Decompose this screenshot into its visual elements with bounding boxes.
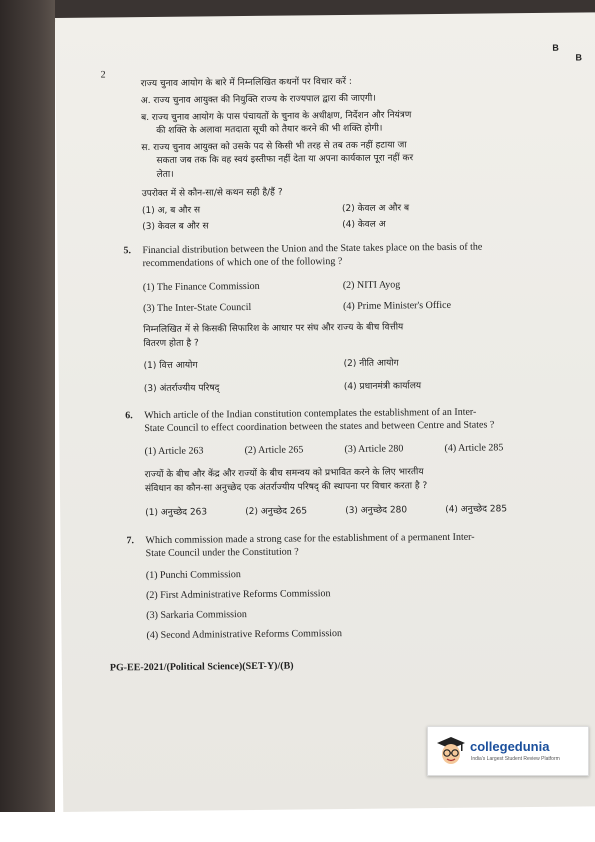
q6-option-hi: (1) अनुच्छेद 263: [145, 507, 208, 519]
q6-number: 6.: [125, 410, 133, 422]
q4-statement: लेता।: [156, 169, 174, 180]
q6-option-en: (4) Article 285: [444, 442, 504, 454]
q4-statement: स. राज्य चुनाव आयुक्त को उसके पद से किसी भी तरह से तब तक नहीं हटाया जा: [141, 140, 407, 154]
q5-option-hi: (1) वित्त आयोग: [143, 360, 198, 372]
brand-tagline: India's Largest Student Review Platform: [471, 756, 560, 762]
exam-paper-sheet: [55, 12, 595, 812]
page-number: 2: [100, 69, 106, 81]
q4-statement: ब. राज्य चुनाव आयोग के पास पंचायतों के चुनाव के अधीक्षण, निर्देशन और नियंत्रण: [141, 110, 412, 124]
q7-stem-en: Which commission made a strong case for the establishment of a permanent Inter-: [145, 531, 475, 547]
set-letter: B: [575, 52, 582, 63]
q4-statement: की शक्ति के अलावा मतदाता सूची को तैयार करने की भी शक्ति होगी।: [156, 123, 383, 136]
q7-option-en: (2) First Administrative Reforms Commission: [145, 588, 331, 602]
q4-statement: अ. राज्य चुनाव आयुक्त की नियुक्ति राज्य के राज्यपाल द्वारा की जाएगी।: [140, 93, 376, 107]
q7-number: 7.: [126, 535, 135, 547]
q4-option: (3) केवल ब और स: [142, 221, 209, 233]
q5-option-en: (2) NITI Ayog: [342, 279, 401, 292]
brand-name: collegedunia: [470, 739, 550, 754]
q6-option-hi: (4) अनुच्छेद 285: [445, 504, 508, 515]
q6-option-en: (1) Article 263: [144, 445, 204, 458]
graduate-face-icon: [436, 735, 466, 767]
q5-option-hi: (3) अंतर्राज्यीय परिषद्: [143, 383, 220, 395]
q5-option-en: (3) The Inter-State Council: [142, 301, 252, 315]
q5-option-hi: (4) प्रधानमंत्री कार्यालय: [343, 381, 422, 392]
desk-background-left: [0, 0, 55, 812]
q5-option-hi: (2) नीति आयोग: [343, 358, 399, 369]
q7-option-en: (3) Sarkaria Commission: [146, 609, 247, 622]
q6-stem-hi: संविधान का कौन-सा अनुच्छेद एक अंतर्राज्यीय परिषद् की स्थापना पर विचार करता है ?: [144, 481, 428, 495]
q6-stem-en: Which article of the Indian constitution contemplates the establishment of an Inter-: [144, 406, 477, 422]
q6-option-hi: (3) अनुच्छेद 280: [345, 505, 408, 516]
q5-stem-en: Financial distribution between the Union and the State takes place on the basis of the: [142, 241, 483, 257]
q6-stem-hi: राज्यों के बीच और केंद्र और राज्यों के बीच समन्वय को प्रभावित करने के लिए भारतीय: [144, 467, 424, 481]
q4-option: (1) अ, ब और स: [141, 205, 201, 217]
q5-stem-hi: वितरण होता है ?: [143, 338, 199, 350]
q6-option-hi: (2) अनुच्छेद 265: [245, 506, 308, 518]
q4-option: (2) केवल अ और ब: [341, 203, 410, 215]
set-letter: B: [552, 42, 559, 53]
q7-stem-en: State Council under the Constitution ?: [145, 546, 299, 560]
q7-option-en: (1) Punchi Commission: [145, 569, 241, 582]
q4-question: उपरोक्त में से कौन-सा/से कथन सही है/हैं ?: [141, 187, 283, 200]
q6-stem-en: State Council to effect coordination between the states and between Centre and States ?: [144, 419, 495, 435]
q5-stem-en: recommendations of which one of the following ?: [142, 256, 343, 270]
q7-option-en: (4) Second Administrative Reforms Commission: [146, 628, 343, 642]
q4-statement: सकता जब तक कि वह स्वयं इस्तीफा नहीं देता या अपना कार्यकाल पूरा नहीं कर: [156, 153, 414, 166]
q5-option-en: (4) Prime Minister's Office: [342, 299, 452, 312]
q6-option-en: (2) Article 265: [244, 444, 304, 457]
q4-option: (4) केवल अ: [342, 219, 386, 231]
q5-option-en: (1) The Finance Commission: [142, 280, 260, 294]
q4-stem: राज्य चुनाव आयोग के बारे में निम्नलिखित कथनों पर विचार करें :: [140, 76, 352, 90]
page-margin-bottom: [0, 812, 595, 842]
q5-stem-hi: निम्नलिखित में से किसकी सिफारिश के आधार पर संघ और राज्य के बीच वित्तीय: [143, 322, 404, 336]
q5-number: 5.: [123, 245, 131, 257]
collegedunia-watermark: [427, 726, 589, 776]
q6-option-en: (3) Article 280: [344, 443, 404, 455]
paper-code-footer: PG-EE-2021/(Political Science)(SET-Y)/(B): [109, 660, 294, 674]
